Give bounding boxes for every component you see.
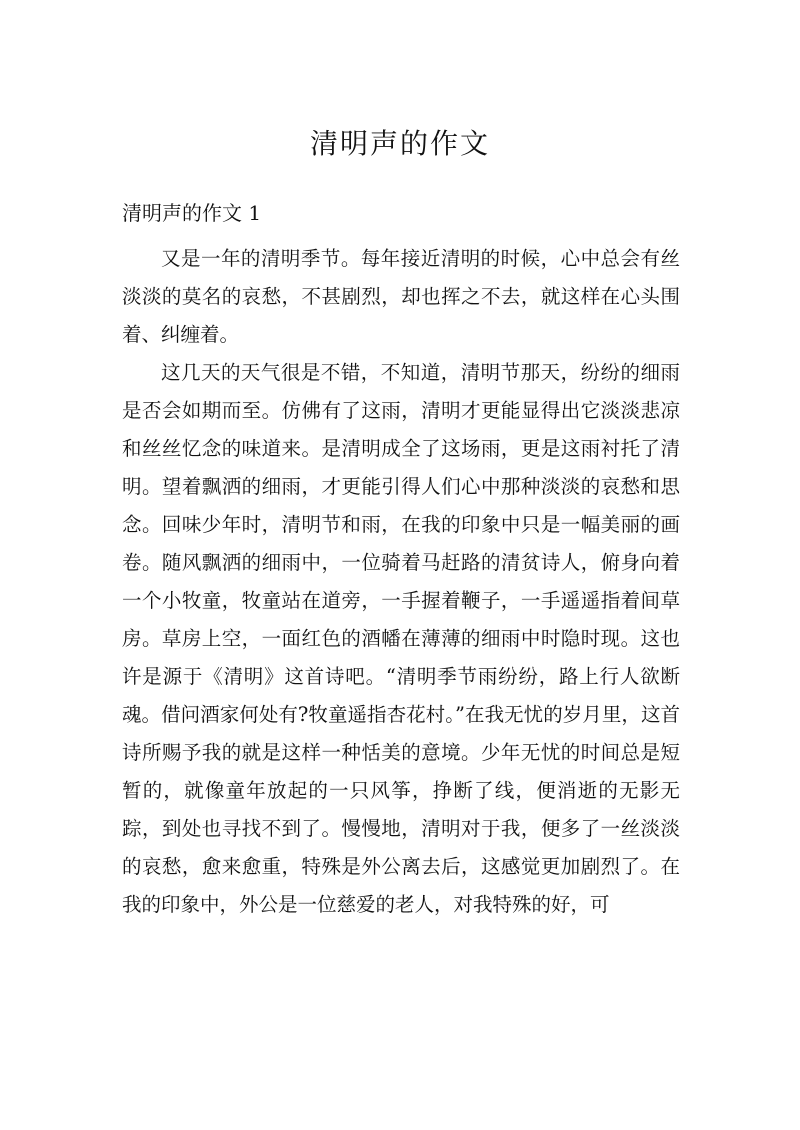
section-heading: 清明声的作文 1 [122, 201, 262, 225]
paragraph: 这几天的天气很是不错，不知道，清明节那天，纷纷的细雨是否会如期而至。仿佛有了这雨，清明才更能显得出它淡淡悲凉和丝丝忆念的味道来。是清明成全了这场雨，更是这雨衬托了清明。望着飘洒的细雨，才更能引得人们心中那种淡淡的哀愁和思念。回味少年时，清明节和雨，在我的印象中只是一幅美丽的画卷。随风飘洒的细雨中，一位骑着马赶路的清贫诗人，俯身向着一个小牧童，牧童站在道旁，一手握着鞭子，一手遥遥指着间草房。草房上空，一面红色的酒幡在薄薄的细雨中时隐时现。这也许是源于《清明》这首诗吧。“清明季节雨纷纷，路上行人欲断魂。借问酒家何处有?牧童遥指杏花村。”在我无忧的岁月里，这首诗所赐予我的就是这样一种恬美的意境。少年无忧的时间总是短暂的，就像童年放起的一只风筝，挣断了线，便消逝的无影无踪，到处也寻找不到了。慢慢地，清明对于我，便多了一丝淡淡的哀愁，愈来愈重，特殊是外公离去后，这感觉更加剧烈了。在我的印象中，外公是一位慈爱的老人，对我特殊的好，可 [122, 361, 680, 916]
essay-body [122, 240, 680, 924]
paragraph: 又是一年的清明季节。每年接近清明的时候，心中总会有丝淡淡的莫名的哀愁，不甚剧烈，却也挥之不去，就这样在心头围着、纠缠着。 [122, 247, 680, 346]
page-title: 清明声的作文 [309, 127, 490, 160]
